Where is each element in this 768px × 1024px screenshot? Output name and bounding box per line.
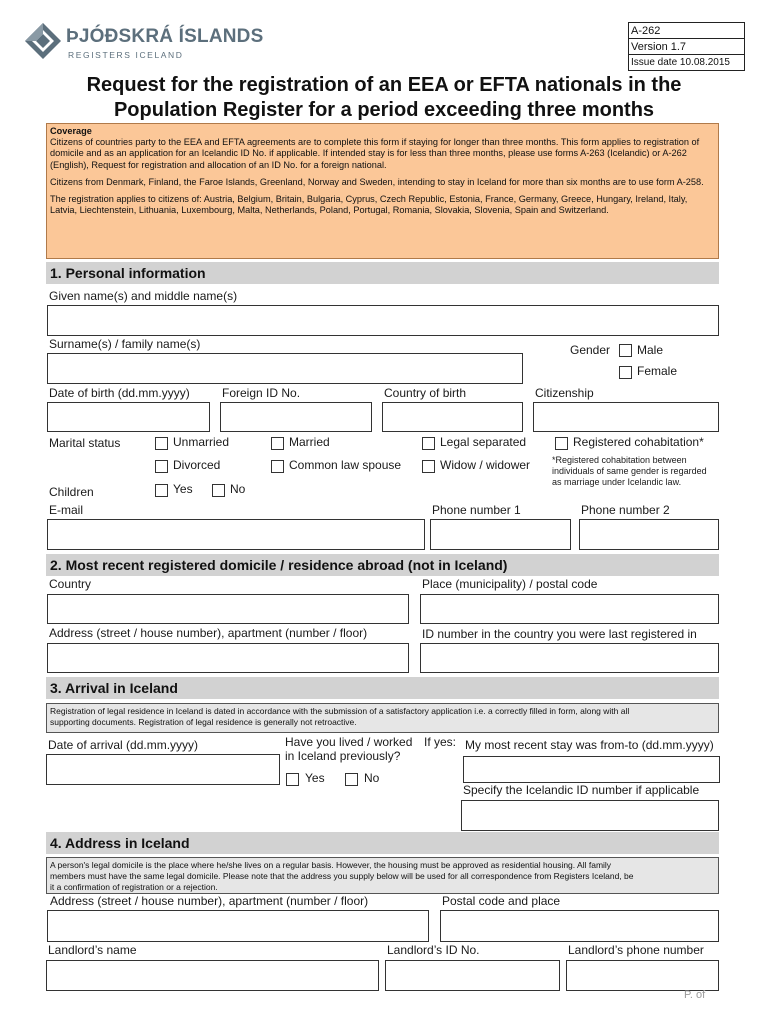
gender-male-label: Male (637, 343, 664, 357)
citizenship-label: Citizenship (535, 386, 594, 400)
abroad-country-field[interactable] (47, 594, 409, 624)
section-address-in-iceland: 4. Address in Iceland (46, 832, 719, 854)
children-yes-label: Yes (173, 482, 193, 496)
widow-label: Widow / widower (440, 458, 531, 472)
registered-cohabitation-checkbox[interactable] (555, 437, 568, 450)
registered-cohabitation-label: Registered cohabitation* (573, 435, 704, 449)
abroad-address-label: Address (street / house number), apartment (number / floor) (49, 626, 368, 640)
common-law-spouse-label: Common law spouse (289, 458, 402, 472)
country-of-birth-label: Country of birth (384, 386, 467, 400)
recent-stay-field[interactable] (463, 756, 720, 783)
if-yes-label: If yes: (424, 735, 457, 749)
landlord-phone-label: Landlord’s phone number (568, 943, 704, 957)
foreign-id-label: Foreign ID No. (222, 386, 301, 400)
children-label: Children (49, 485, 94, 499)
foreign-id-field[interactable] (220, 402, 372, 432)
date-of-arrival-label: Date of arrival (dd.mm.yyyy) (48, 738, 199, 752)
divorced-label: Divorced (173, 458, 221, 472)
children-no-label: No (230, 482, 246, 496)
email-label: E-mail (49, 503, 84, 517)
gender-female-label: Female (637, 364, 678, 378)
issue-date: Issue date 10.08.2015 (628, 54, 745, 71)
phone1-label: Phone number 1 (432, 503, 521, 517)
coverage-paragraph-2: Citizens from Denmark, Finland, the Faroe Islands, Greenland, Norway and Sweden, intending to stay in Iceland for more than six months are to use form A-258. (50, 176, 704, 187)
children-yes-checkbox[interactable] (155, 484, 168, 497)
surname-label: Surname(s) / family name(s) (49, 337, 201, 351)
logo-name: ÞJÓÐSKRÁ ÍSLANDS (66, 26, 264, 47)
abroad-country-label: Country (49, 577, 92, 591)
arrival-note (46, 703, 719, 733)
lived-previously-label-1: Have you lived / worked (285, 735, 413, 749)
iceland-address-field[interactable] (47, 910, 429, 942)
married-checkbox[interactable] (271, 437, 284, 450)
section-personal-information: 1. Personal information (46, 262, 719, 284)
coverage-paragraph-3: The registration applies to citizens of: Austria, Belgium, Britain, Bulgaria, Cyprus, Czech Republic, Estonia, France, Germany, Greece, Hungary, Ireland, Italy, Latvia, Liechtenstein, Lithuania, Luxembourg, Malta, Netherlands, Poland, Portugal, Romania, Slovakia, Slovenia, Spain and Switzerland. (50, 194, 688, 216)
email-field[interactable] (47, 519, 425, 550)
dob-field[interactable] (47, 402, 210, 432)
lived-previously-no-checkbox[interactable] (345, 773, 358, 786)
postal-code-label: Postal code and place (442, 894, 561, 908)
address-note-line1: A person's legal domicile is the place where he/she lives on a regular basis. However, the housing must be approved as residential housing. All family (50, 860, 612, 870)
address-note-line3: it a confirmation of registration or a rejection. (50, 882, 218, 892)
landlord-id-field[interactable] (385, 960, 560, 991)
unmarried-checkbox[interactable] (155, 437, 168, 450)
address-note (46, 857, 719, 894)
landlord-name-label: Landlord’s name (48, 943, 137, 957)
page-title-line2: Population Register for a period exceeding three months (113, 99, 655, 121)
section-residence-abroad: 2. Most recent registered domicile / residence abroad (not in Iceland) (46, 554, 719, 576)
gender-male-checkbox[interactable] (619, 344, 632, 357)
page-title-line1: Request for the registration of an EEA or EFTA nationals in the (86, 74, 682, 96)
icelandic-id-label: Specify the Icelandic ID number if applicable (463, 783, 700, 797)
widow-checkbox[interactable] (422, 460, 435, 473)
abroad-place-field[interactable] (420, 594, 719, 624)
section-arrival-in-iceland: 3. Arrival in Iceland (46, 677, 719, 699)
given-names-field[interactable] (47, 305, 719, 336)
common-law-spouse-checkbox[interactable] (271, 460, 284, 473)
arrival-note-line1: Registration of legal residence in Iceland is dated in accordance with the submission of a satisfactory application i.e. a correctly filled in form, along with all (50, 706, 630, 716)
surname-field[interactable] (47, 353, 523, 384)
marital-status-label: Marital status (49, 436, 121, 450)
lived-previously-yes-checkbox[interactable] (286, 773, 299, 786)
abroad-id-number-label: ID number in the country you were last registered in (422, 627, 697, 641)
gender-label: Gender (570, 343, 611, 357)
abroad-address-field[interactable] (47, 643, 409, 673)
legal-separated-checkbox[interactable] (422, 437, 435, 450)
landlord-phone-field[interactable] (566, 960, 719, 991)
phone1-field[interactable] (430, 519, 571, 550)
country-of-birth-field[interactable] (382, 402, 523, 432)
coverage-title: Coverage (50, 126, 92, 136)
children-no-checkbox[interactable] (212, 484, 225, 497)
citizenship-field[interactable] (533, 402, 719, 432)
phone2-field[interactable] (579, 519, 719, 550)
coverage-box (46, 123, 719, 259)
married-label: Married (289, 435, 330, 449)
logo (24, 22, 264, 62)
landlord-name-field[interactable] (46, 960, 379, 991)
arrival-note-line2: supporting documents. Registration of legal residence is generally not retroactive. (50, 717, 357, 727)
iceland-address-label: Address (street / house number), apartment (number / floor) (50, 894, 369, 908)
address-note-line2: members must have the same legal domicile. Please note that the address you supply below will be used for all correspondence from Registers Iceland, be (50, 871, 634, 881)
lived-previously-yes-label: Yes (305, 771, 325, 785)
form-version: Version 1.7 (628, 38, 745, 55)
lived-previously-no-label: No (364, 771, 380, 785)
registers-iceland-logo-icon (24, 22, 62, 60)
postal-code-field[interactable] (440, 910, 719, 942)
unmarried-label: Unmarried (173, 435, 230, 449)
date-of-arrival-field[interactable] (46, 754, 280, 785)
gender-female-checkbox[interactable] (619, 366, 632, 379)
phone2-label: Phone number 2 (581, 503, 670, 517)
recent-stay-label: My most recent stay was from-to (dd.mm.yyyy) (465, 738, 714, 752)
lived-previously-label-2: in Iceland previously? (285, 749, 401, 763)
logo-subtitle: REGISTERS ICELAND (68, 50, 184, 60)
divorced-checkbox[interactable] (155, 460, 168, 473)
page-number: P. of (684, 989, 706, 1001)
cohabitation-note: *Registered cohabitation between individuals of same gender is regarded as marriage under Icelandic law. (552, 455, 707, 487)
legal-separated-label: Legal separated (440, 435, 527, 449)
given-names-label: Given name(s) and middle name(s) (49, 289, 238, 303)
abroad-place-label: Place (municipality) / postal code (422, 577, 598, 591)
coverage-paragraph-1: Citizens of countries party to the EEA and EFTA agreements are to complete this form if staying for longer than three months. This form applies to registration of domicile and as an application for an Icelandic ID No. if applicable. If intended stay is for less than three months, please use forms A-263 (Icelandic) or A-262 (English), Request for registration and allocation of an ID No. for a foreign national. (50, 137, 700, 170)
landlord-id-label: Landlord’s ID No. (387, 943, 480, 957)
dob-label: Date of birth (dd.mm.yyyy) (49, 386, 190, 400)
icelandic-id-field[interactable] (461, 800, 719, 831)
abroad-id-number-field[interactable] (420, 643, 719, 673)
form-code: A-262 (628, 22, 745, 39)
